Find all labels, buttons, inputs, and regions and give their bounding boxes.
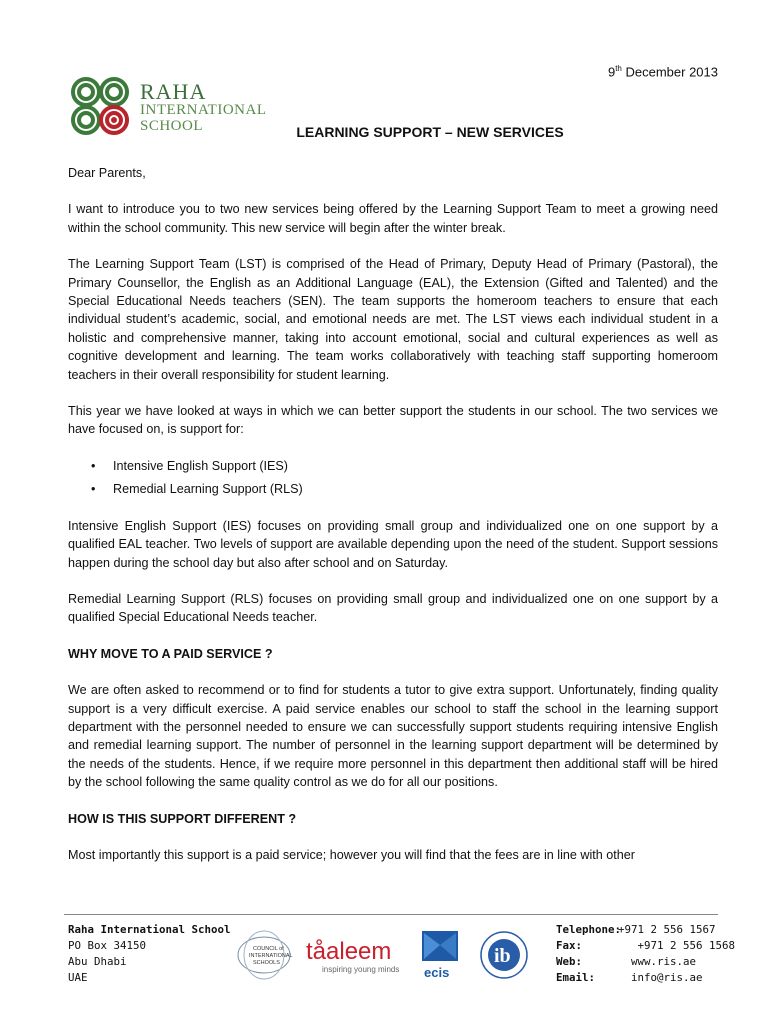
cis-logo-line1: COUNCIL of bbox=[253, 946, 284, 952]
logo-line-school: SCHOOL bbox=[140, 117, 204, 134]
accreditation-logos bbox=[236, 925, 536, 985]
footer-contacts bbox=[556, 922, 735, 986]
paragraph-fees: Most importantly this support is a paid service; however you will find that the fees are in line with other bbox=[68, 847, 635, 862]
taaleem-logo-tagline: inspiring young minds bbox=[322, 965, 400, 974]
ib-logo-text: ib bbox=[494, 945, 511, 967]
email-link[interactable]: info@ris.ae bbox=[618, 971, 703, 984]
web-link[interactable]: www.ris.ae bbox=[618, 955, 697, 968]
contact-row bbox=[556, 954, 735, 970]
taaleem-logo-icon bbox=[306, 938, 399, 974]
footer-school-name: Raha International School bbox=[68, 923, 231, 936]
footer-divider bbox=[64, 914, 718, 915]
cis-logo-line2: INTERNATIONAL bbox=[249, 953, 293, 959]
heading-support-different: HOW IS THIS SUPPORT DIFFERENT ? bbox=[68, 811, 297, 826]
contact-row bbox=[556, 938, 735, 954]
paragraph-lst: The Learning Support Team (LST) is comprised of the Head of Primary, Deputy Head of Primary (Pastoral), the Primary Counsellor, the English as an Additional Language (EAL), the Extension (Gifted and Talented) and the Special Educational Needs teachers (SEN). The team supports the homeroom teachers to ensure that each individual student’s academic, social, and emotional needs are met. The LST views each individual student in a holistic and comprehensive manner, taking into account emotional, social and cultural experiences as well as cognitive development and learning. The team works collaboratively with teaching staff supporting homeroom teachers in their overall responsibility for student learning. bbox=[68, 257, 718, 382]
telephone-label: Telephone: bbox=[556, 923, 622, 936]
logo-line-raha: RAHA bbox=[140, 79, 207, 104]
contact-row bbox=[556, 922, 735, 938]
fax-label: Fax: bbox=[556, 939, 583, 952]
paragraph-ies: Intensive English Support (IES) focuses on providing small group and individualized one on one support by a qualified EAL teacher. Two levels of support are available depending upon the need of the student. Support sessions happen during the school day but also after school and on Saturday. bbox=[68, 518, 718, 570]
services-list bbox=[68, 457, 718, 499]
date-month-year: December 2013 bbox=[621, 64, 718, 80]
fax-value: +971 2 556 1568 bbox=[618, 939, 736, 952]
logo-line-international: INTERNATIONAL bbox=[140, 102, 267, 119]
ecis-logo-text: ecis bbox=[424, 965, 450, 980]
list-item: • Remedial Learning Support (RLS) bbox=[113, 480, 718, 498]
footer-country: UAE bbox=[68, 971, 88, 984]
footer-po-box: PO Box 34150 bbox=[68, 939, 147, 952]
letter-date bbox=[608, 64, 718, 79]
footer-city: Abu Dhabi bbox=[68, 955, 127, 968]
paragraph-paid-service: We are often asked to recommend or to find for students a tutor to give extra support. Unfortunately, finding quality support is a very difficult exercise. A paid service enables our school to staff the school in the learning support department with the personnel needed to ensure we can successfully support students requiring intensive English and remedial learning support. The number of personnel in the learning support department will be determined by the needs of the students. Hence, if we require more personnel in this department then additional staff will be hired by the school following the same quality control as we do for all our positions. bbox=[68, 683, 718, 790]
web-label: Web: bbox=[556, 955, 583, 968]
ecis-logo-icon bbox=[422, 931, 458, 980]
letter-title: LEARNING SUPPORT – NEW SERVICES bbox=[296, 124, 564, 140]
telephone-value: +971 2 556 1567 bbox=[618, 923, 716, 936]
contact-row bbox=[556, 970, 735, 986]
date-day: 9 bbox=[607, 64, 616, 80]
paragraph-intro: I want to introduce you to two new services being offered by the Learning Support Team to meet a growing need within the school community. This new service will begin after the winter break. bbox=[68, 202, 718, 235]
salutation: Dear Parents, bbox=[68, 166, 146, 180]
letter-body bbox=[68, 164, 718, 882]
date-suffix: th bbox=[615, 64, 622, 73]
paragraph-rls: Remedial Learning Support (RLS) focuses on providing small group and individualized one on one support by a qualified Special Educational Needs teacher. bbox=[68, 591, 718, 625]
heading-paid-service: WHY MOVE TO A PAID SERVICE ? bbox=[68, 646, 273, 661]
list-item: • Intensive English Support (IES) bbox=[113, 457, 718, 475]
cis-logo-line3: SCHOOLS bbox=[253, 960, 280, 966]
ib-logo-icon bbox=[481, 932, 527, 978]
footer-address bbox=[68, 922, 231, 986]
cis-logo-icon bbox=[238, 931, 293, 979]
paragraph-services: This year we have looked at ways in which we can better support the students in our school. The two services we have focused on, is support for: bbox=[68, 404, 718, 437]
taaleem-logo-text: tåaleem bbox=[306, 938, 392, 965]
email-label: Email: bbox=[556, 971, 596, 984]
